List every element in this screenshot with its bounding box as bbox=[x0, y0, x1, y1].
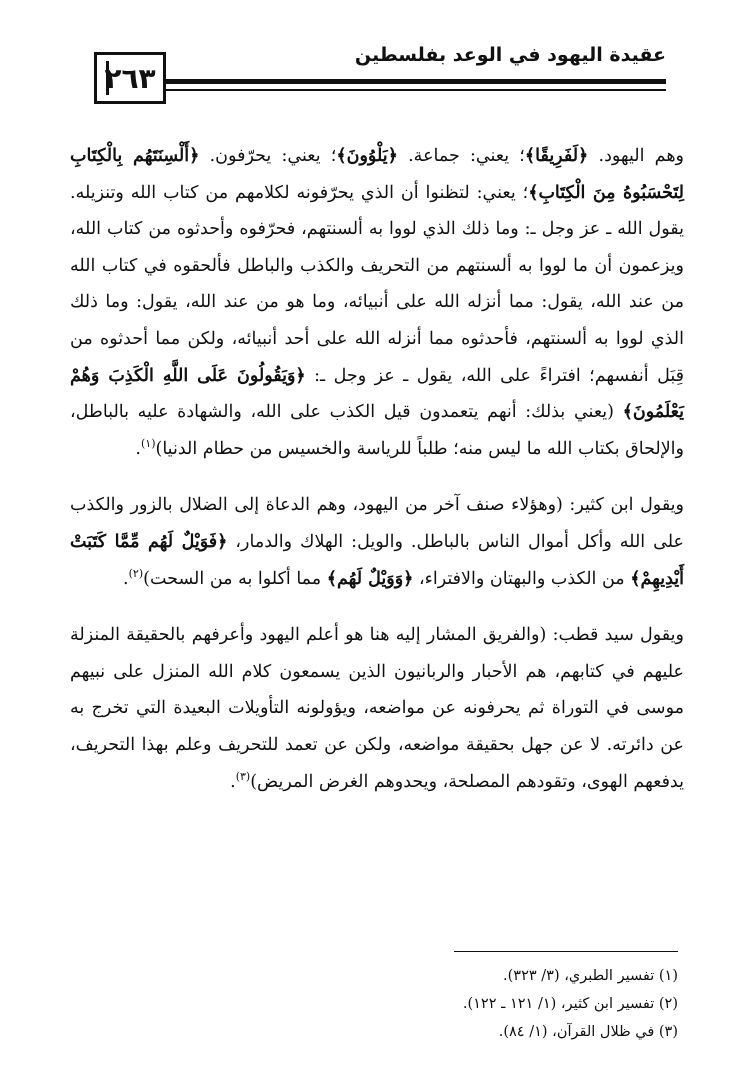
quran-quote: ﴿لَفَرِيقًا﴾ bbox=[524, 146, 589, 166]
text-segment: ويقول سيد قطب: (والفريق المشار إليه هنا هو أعلم اليهود وأعرفهم بالحقيقة المنزلة عليهم في كتابهم، هم الأحبار والربانيون الذين يسمعون كلام الله المنزل على نبيهم موسى في التوراة ثم يحرفونه عن مواضعه، ويؤولونه التأويلات البعيدة التي تخرج به عن دائرته. لا عن جهل بحقيقة مواضعه، ولكن عن تعمد للتحريف وعلم بهذا التحريف، يدفعهم الهوى، وتقودهم المصلحة، ويحدوهم الغرض المريض) bbox=[70, 625, 684, 792]
body-text bbox=[70, 138, 684, 800]
quran-quote: ﴿يَلْوُونَ﴾ bbox=[336, 146, 398, 166]
quran-quote: ﴿وَيَقُولُونَ عَلَى اللَّهِ الْكَذِبَ وَهُمْ يَعْلَمُونَ﴾ bbox=[70, 365, 684, 423]
text-segment: ؛ يعني: يحرّفون. bbox=[199, 146, 337, 166]
text-segment: من الكذب والبهتان والافتراء، bbox=[413, 568, 631, 589]
sentence-end: . bbox=[230, 771, 236, 792]
text-segment: ؛ يعني: جماعة. bbox=[397, 146, 525, 166]
text-segment: (يعني بذلك: أنهم يتعمدون قيل الكذب على الله، والشهادة عليه بالباطل، والإلحاق بكتاب الله ما ليس منه؛ طلباً للرياسة والخسيس من حطام الدنيا) bbox=[70, 402, 684, 459]
paragraph bbox=[70, 138, 684, 467]
text-segment: وهم اليهود. bbox=[588, 146, 685, 166]
page-header bbox=[0, 0, 748, 110]
quran-quote: ﴿أَلْسِنَتَهُم بِالْكِتَابِ لِتَحْسَبُوهُ مِنَ الْكِتَابِ﴾ bbox=[70, 146, 684, 203]
text-segment: ؛ يعني: لتظنوا أن الذي يحرّفونه لكلامهم من كتاب الله وتنزيله. يقول الله ـ عز وجل ـ: وما ذلك الذي لووا به ألسنتهم، فحرّفوه وأحدثوه من كتاب الله، ويزعمون أن ما لووا به ألسنتهم من التحريف والكذب والباطل فألحقوه في كتاب الله من عند الله، يقول: مما أنزله الله على أنبيائه، وما هو من عند الله، يقول: وما ذلك الذي لووا به ألسنتهم، فأحدثوه مما أنزله الله على أحد أنبيائه، ولكن مما أحدثوه من قِبَل أنفسهم؛ افتراءً على الله، يقول ـ عز وجل ـ: bbox=[70, 182, 684, 386]
footnote-ref: (١) bbox=[141, 436, 156, 450]
page-number bbox=[94, 52, 166, 104]
footnotes bbox=[58, 962, 678, 1046]
footnote-ref: (٣) bbox=[235, 769, 251, 783]
footnote-ref: (٢) bbox=[128, 566, 144, 580]
quran-quote: ﴿فَوَيْلٌ لَهُم مِّمَّا كَتَبَتْ أَيْدِيهِمْ﴾ bbox=[70, 531, 684, 589]
paragraph bbox=[70, 617, 684, 800]
footnote-item: (٢) تفسير ابن كثير، (١/ ١٢١ ـ ١٢٢). bbox=[462, 996, 678, 1012]
sentence-end: . bbox=[135, 438, 141, 459]
footnote-separator bbox=[454, 951, 678, 952]
quran-quote: ﴿وَوَيْلٌ لَهُم﴾ bbox=[326, 568, 414, 589]
sentence-end: . bbox=[123, 568, 129, 589]
header-rule-thick bbox=[166, 79, 666, 84]
header-rule-thin bbox=[166, 89, 666, 91]
running-title: عقيدة اليهود في الوعد بفلسطين bbox=[354, 44, 666, 66]
paragraph bbox=[70, 487, 684, 597]
footnote-item: (١) تفسير الطبري، (٣/ ٣٢٣). bbox=[503, 968, 678, 984]
footnote-item: (٣) في ظلال القرآن، (١/ ٨٤). bbox=[498, 1024, 678, 1040]
text-segment: مما أكلوا به من السحت) bbox=[143, 568, 327, 589]
page-number-text: ٢٦٣ bbox=[104, 61, 156, 95]
text-segment: ويقول ابن كثير: (وهؤلاء صنف آخر من اليهود، وهم الدعاة إلى الضلال بالزور والكذب على الله وأكل أموال الناس بالباطل. والويل: الهلاك والدمار، bbox=[70, 495, 684, 552]
